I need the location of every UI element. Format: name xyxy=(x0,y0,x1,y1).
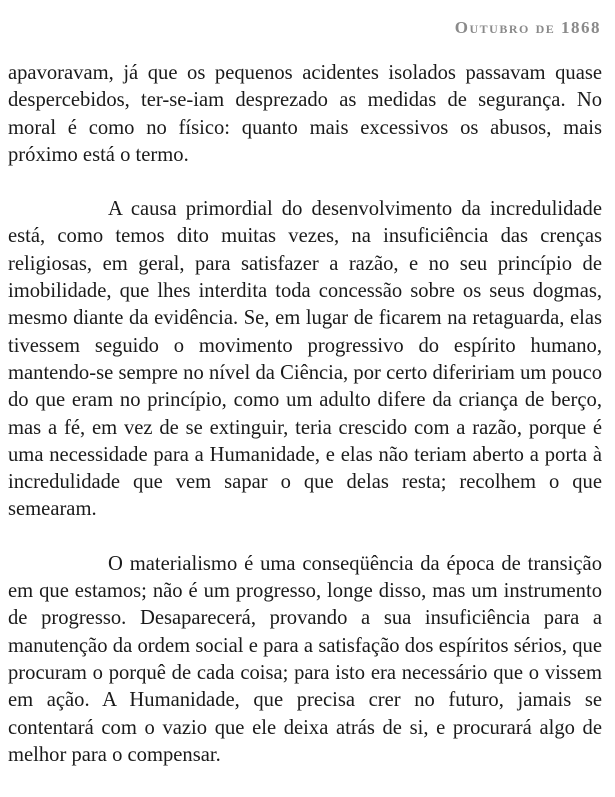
page-body xyxy=(8,60,602,769)
paragraph-incredulity-cause: A causa primordial do desenvolvimento da incredulidade está, como temos dito muitas vezes, na insuficiência das crenças religiosas, em geral, para satisfazer a razão, e no seu princípio de imobilidade, que lhes interdita toda concessão sobre os seus dogmas, mesmo diante da evidência. Se, em lugar de ficarem na retaguarda, elas tivessem seguido o movimento progressivo do espírito humano, mantendo-se sempre no nível da Ciência, por certo difeririam um pouco do que eram no princípio, como um adulto difere da criança de berço, mas a fé, em vez de se extinguir, teria crescido com a razão, porque é uma necessidade para a Humanidade, e elas não teriam aberto a porta à incredulidade que vem sapar o que delas resta; recolhem o que semearam. xyxy=(8,198,602,521)
running-header: Outubro de 1868 xyxy=(454,18,601,37)
paragraph-continuation: apavoravam, já que os pequenos acidentes isolados passavam quase despercebidos, ter-se-iam desprezado as medidas de segurança. No moral é como no físico: quanto mais excessivos os abusos, mais próximo está o termo. xyxy=(8,62,602,166)
paragraph-materialism: O materialismo é uma conseqüência da época de transição em que estamos; não é um progresso, longe disso, mas um instrumento de progresso. Desaparecerá, provando a sua insuficiência para a manutenção da ordem social e para a satisfação dos espíritos sérios, que procuram o porquê de cada coisa; para isto era necessário que o vissem em ação. A Humanidade, que precisa crer no futuro, jamais se contentará com o vazio que ele deixa atrás de si, e procurará algo de melhor para o compensar. xyxy=(8,552,602,766)
